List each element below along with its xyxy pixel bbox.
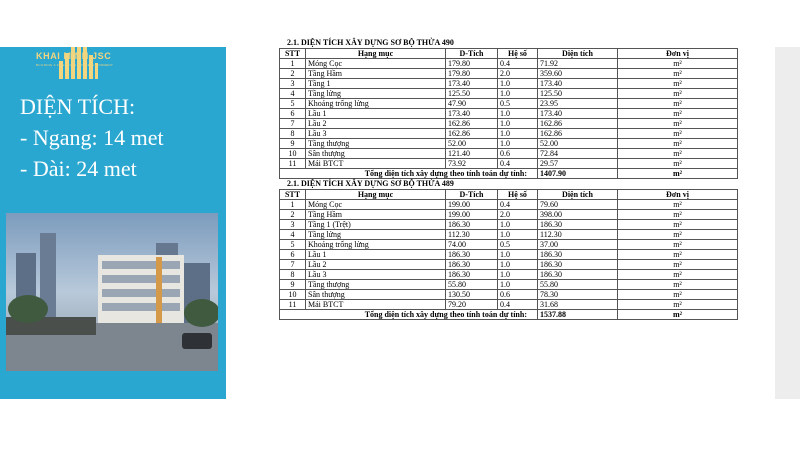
table-cell: 186.30	[538, 260, 618, 270]
table-cell: Tầng thượng	[306, 280, 446, 290]
table-cell: Tầng lửng	[306, 89, 446, 99]
table-cell: Tầng Hầm	[306, 69, 446, 79]
table-cell: m²	[618, 99, 738, 109]
table-cell: 359.60	[538, 69, 618, 79]
table-cell: 1.0	[498, 230, 538, 240]
table-row	[280, 300, 738, 310]
table-cell: 79.60	[538, 200, 618, 210]
brand-name: KHAI MINH JSC	[36, 51, 112, 61]
table-row	[280, 159, 738, 169]
table-cell: Mái BTCT	[306, 300, 446, 310]
table-cell: 186.30	[446, 250, 498, 260]
area-heading: DIỆN TÍCH:	[20, 94, 136, 119]
table-cell: m²	[618, 260, 738, 270]
table-row	[280, 69, 738, 79]
table-cell: 55.80	[446, 280, 498, 290]
table-cell: Tầng Hầm	[306, 210, 446, 220]
table-cell: 0.6	[498, 290, 538, 300]
building-rendering-image	[6, 213, 218, 371]
table-row	[280, 290, 738, 300]
table-cell: 8	[280, 270, 306, 280]
table-row	[280, 129, 738, 139]
table-cell: m²	[618, 200, 738, 210]
table-row	[280, 89, 738, 99]
table-cell: 1.0	[498, 260, 538, 270]
table-total-row	[280, 169, 738, 179]
table-cell: m²	[618, 69, 738, 79]
table-cell: Mái BTCT	[306, 159, 446, 169]
table-cell: 6	[280, 250, 306, 260]
table-cell: 125.50	[538, 89, 618, 99]
table-cell: 7	[280, 260, 306, 270]
table-row	[280, 280, 738, 290]
table-row	[280, 200, 738, 210]
table-cell: 162.86	[446, 129, 498, 139]
table-cell: 1.0	[498, 79, 538, 89]
table-row	[280, 149, 738, 159]
table-cell: Tầng lửng	[306, 230, 446, 240]
table-cell: m²	[618, 230, 738, 240]
table-cell: 23.95	[538, 99, 618, 109]
table-cell: 5	[280, 99, 306, 109]
table-cell: 1.0	[498, 119, 538, 129]
table-title: 2.1. DIỆN TÍCH XÂY DỰNG SƠ BỘ THỬA 489	[287, 179, 454, 188]
table-row	[280, 230, 738, 240]
table-cell: 52.00	[446, 139, 498, 149]
table-cell: 37.00	[538, 240, 618, 250]
table-cell: m²	[618, 240, 738, 250]
intro-panel	[0, 47, 226, 399]
table-cell: Khoảng trống lửng	[306, 240, 446, 250]
table-cell: 0.6	[498, 149, 538, 159]
column-header: D-Tích	[446, 190, 498, 200]
table-cell: 1	[280, 59, 306, 69]
table-cell: 162.86	[538, 129, 618, 139]
table-cell: Tầng 1	[306, 79, 446, 89]
table-cell: 1.0	[498, 139, 538, 149]
table-cell: m²	[618, 119, 738, 129]
total-unit: m²	[618, 310, 738, 320]
table-cell: 130.50	[446, 290, 498, 300]
column-header: Hạng mục	[306, 49, 446, 59]
table-cell: 186.30	[446, 220, 498, 230]
table-cell: 179.80	[446, 69, 498, 79]
table-cell: m²	[618, 89, 738, 99]
table-cell: 1.0	[498, 220, 538, 230]
table-cell: 0.4	[498, 59, 538, 69]
table-cell: m²	[618, 149, 738, 159]
table-cell: 1.0	[498, 270, 538, 280]
table-cell: 173.40	[538, 109, 618, 119]
table-cell: 179.80	[446, 59, 498, 69]
area-width: - Ngang: 14 met	[20, 125, 164, 150]
table-cell: m²	[618, 210, 738, 220]
table-cell: m²	[618, 109, 738, 119]
table-cell: 112.30	[446, 230, 498, 240]
table-title: 2.1. DIỆN TÍCH XÂY DỰNG SƠ BỘ THỬA 490	[287, 38, 454, 47]
table-cell: 186.30	[538, 220, 618, 230]
total-label: Tổng diện tích xây dựng theo tính toán dự tính:	[280, 310, 538, 320]
table-cell: 186.30	[446, 270, 498, 280]
table-cell: 31.68	[538, 300, 618, 310]
table-row	[280, 99, 738, 109]
table-cell: 186.30	[538, 250, 618, 260]
table-cell: 11	[280, 300, 306, 310]
table-cell: Lầu 3	[306, 129, 446, 139]
table-row	[280, 240, 738, 250]
table-cell: 0.4	[498, 159, 538, 169]
table-cell: m²	[618, 280, 738, 290]
table-cell: 121.40	[446, 149, 498, 159]
area-tables	[279, 38, 737, 320]
column-header: Diện tích	[538, 49, 618, 59]
table-cell: 1.0	[498, 250, 538, 260]
table-cell: 4	[280, 89, 306, 99]
table-cell: Lầu 1	[306, 109, 446, 119]
column-header: D-Tích	[446, 49, 498, 59]
table-cell: Sân thượng	[306, 149, 446, 159]
table-cell: 11	[280, 159, 306, 169]
table-cell: 162.86	[538, 119, 618, 129]
table-cell: 8	[280, 129, 306, 139]
table-cell: 162.86	[446, 119, 498, 129]
table-row	[280, 250, 738, 260]
column-header: Hạng mục	[306, 190, 446, 200]
table-cell: 73.92	[446, 159, 498, 169]
column-header: Diện tích	[538, 190, 618, 200]
table-cell: m²	[618, 79, 738, 89]
table-cell: Móng Cọc	[306, 59, 446, 69]
table-cell: 52.00	[538, 139, 618, 149]
table-cell: 72.84	[538, 149, 618, 159]
column-header: STT	[280, 190, 306, 200]
column-header: STT	[280, 49, 306, 59]
table-cell: Lầu 2	[306, 119, 446, 129]
table-cell: 173.40	[538, 79, 618, 89]
table-cell: Khoảng trống lửng	[306, 99, 446, 109]
column-header: Hệ số	[498, 190, 538, 200]
table-cell: m²	[618, 250, 738, 260]
table-cell: m²	[618, 300, 738, 310]
table-cell: Tầng 1 (Trệt)	[306, 220, 446, 230]
table-row	[280, 79, 738, 89]
table-cell: 74.00	[446, 240, 498, 250]
table-cell: 78.30	[538, 290, 618, 300]
table-cell: 112.30	[538, 230, 618, 240]
table-cell: 10	[280, 149, 306, 159]
table-cell: 1.0	[498, 129, 538, 139]
table-cell: 10	[280, 290, 306, 300]
area-length: - Dài: 24 met	[20, 156, 137, 181]
table-cell: 9	[280, 139, 306, 149]
table-cell: 79.20	[446, 300, 498, 310]
table-cell: 9	[280, 280, 306, 290]
table-row	[280, 59, 738, 69]
table-cell: m²	[618, 129, 738, 139]
table-cell: Lầu 2	[306, 260, 446, 270]
table-cell: Lầu 1	[306, 250, 446, 260]
table-cell: 0.4	[498, 300, 538, 310]
table-cell: 1.0	[498, 280, 538, 290]
table-cell: 2.0	[498, 69, 538, 79]
brand-tagline: BUILDING A FRIENDLY LIVING ENVIRONMENT	[36, 63, 114, 67]
table-cell: 55.80	[538, 280, 618, 290]
table-total-row	[280, 310, 738, 320]
table-cell: 6	[280, 109, 306, 119]
table-row	[280, 109, 738, 119]
table-cell: m²	[618, 270, 738, 280]
table-cell: 1.0	[498, 109, 538, 119]
table-header-row	[280, 190, 738, 200]
table-cell: 2	[280, 69, 306, 79]
total-label: Tổng diện tích xây dựng theo tính toán dự tính:	[280, 169, 538, 179]
total-unit: m²	[618, 169, 738, 179]
table-cell: 29.57	[538, 159, 618, 169]
table-row	[280, 119, 738, 129]
table-cell: 186.30	[446, 260, 498, 270]
table-cell: 2	[280, 210, 306, 220]
table-cell: Lầu 3	[306, 270, 446, 280]
table-row	[280, 210, 738, 220]
table-cell: 1.0	[498, 89, 538, 99]
table-row	[280, 139, 738, 149]
table-cell: 186.30	[538, 270, 618, 280]
table-row	[280, 260, 738, 270]
total-value: 1537.88	[538, 310, 618, 320]
table-cell: m²	[618, 290, 738, 300]
table-cell: 5	[280, 240, 306, 250]
table-row	[280, 220, 738, 230]
table-cell: m²	[618, 220, 738, 230]
table-cell: 3	[280, 79, 306, 89]
area-summary	[20, 91, 164, 184]
table-cell: 0.4	[498, 200, 538, 210]
area-table	[279, 48, 738, 179]
column-header: Đơn vị	[618, 49, 738, 59]
area-table	[279, 189, 738, 320]
table-cell: Móng Cọc	[306, 200, 446, 210]
table-cell: 7	[280, 119, 306, 129]
table-cell: 199.00	[446, 210, 498, 220]
table-row	[280, 270, 738, 280]
table-cell: m²	[618, 159, 738, 169]
table-cell: 173.40	[446, 79, 498, 89]
table-cell: 4	[280, 230, 306, 240]
table-cell: 173.40	[446, 109, 498, 119]
table-cell: 125.50	[446, 89, 498, 99]
column-header: Đơn vị	[618, 190, 738, 200]
table-cell: 3	[280, 220, 306, 230]
table-cell: 2.0	[498, 210, 538, 220]
table-cell: Tầng thượng	[306, 139, 446, 149]
right-margin-strip	[775, 47, 800, 399]
table-cell: 398.00	[538, 210, 618, 220]
table-cell: 0.5	[498, 240, 538, 250]
table-cell: m²	[618, 139, 738, 149]
table-header-row	[280, 49, 738, 59]
table-cell: 0.5	[498, 99, 538, 109]
table-cell: 47.90	[446, 99, 498, 109]
column-header: Hệ số	[498, 49, 538, 59]
table-cell: 1	[280, 200, 306, 210]
table-cell: m²	[618, 59, 738, 69]
total-value: 1407.90	[538, 169, 618, 179]
table-cell: 71.92	[538, 59, 618, 69]
table-cell: Sân thượng	[306, 290, 446, 300]
table-cell: 199.00	[446, 200, 498, 210]
